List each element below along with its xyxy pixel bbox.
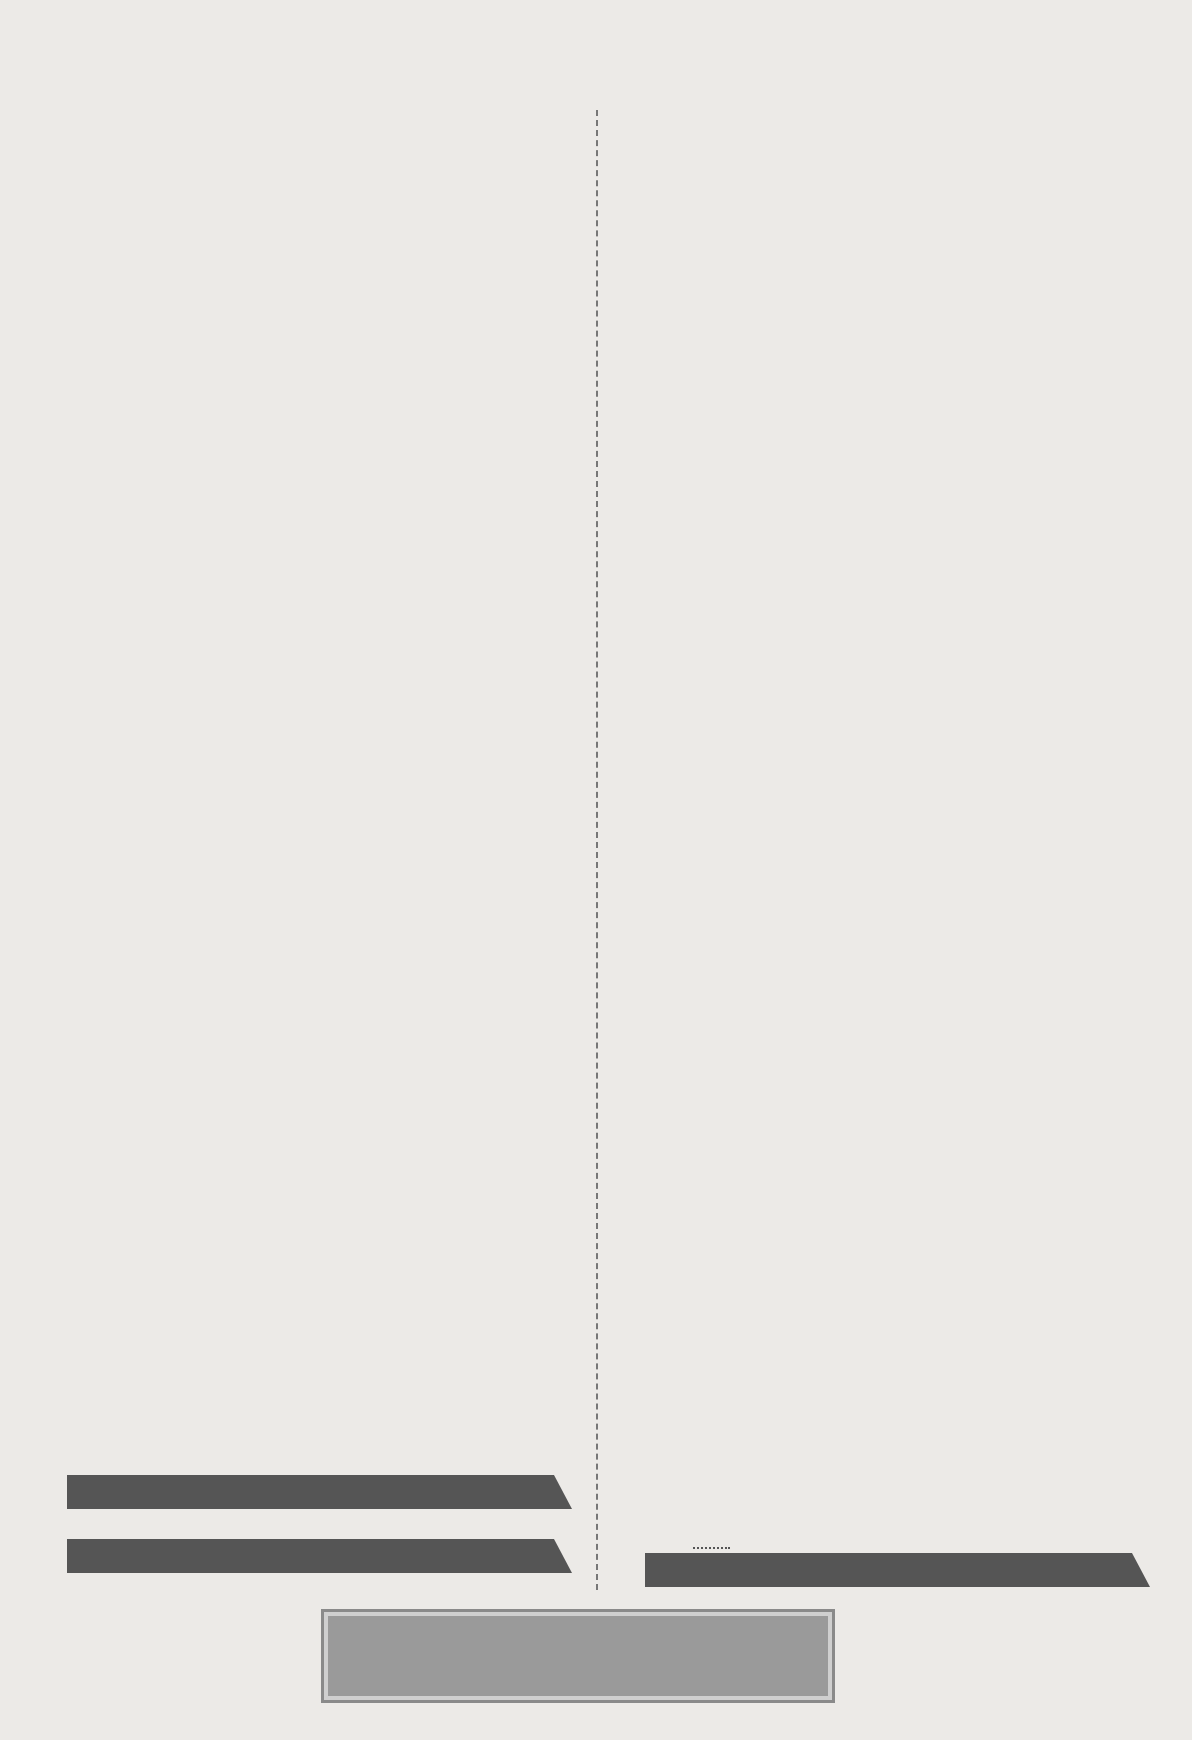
left-column bbox=[645, 1541, 1150, 1595]
intro-page bbox=[645, 1541, 685, 1549]
jawapan-banner[interactable] bbox=[67, 1475, 572, 1509]
intro-row bbox=[645, 1541, 1150, 1549]
leader-dots bbox=[693, 1547, 730, 1549]
intro-banner bbox=[645, 1553, 1150, 1587]
column-divider bbox=[596, 110, 598, 1590]
page-title bbox=[324, 1612, 832, 1700]
uasa-banner[interactable] bbox=[67, 1539, 572, 1573]
right-column bbox=[67, 1467, 572, 1595]
